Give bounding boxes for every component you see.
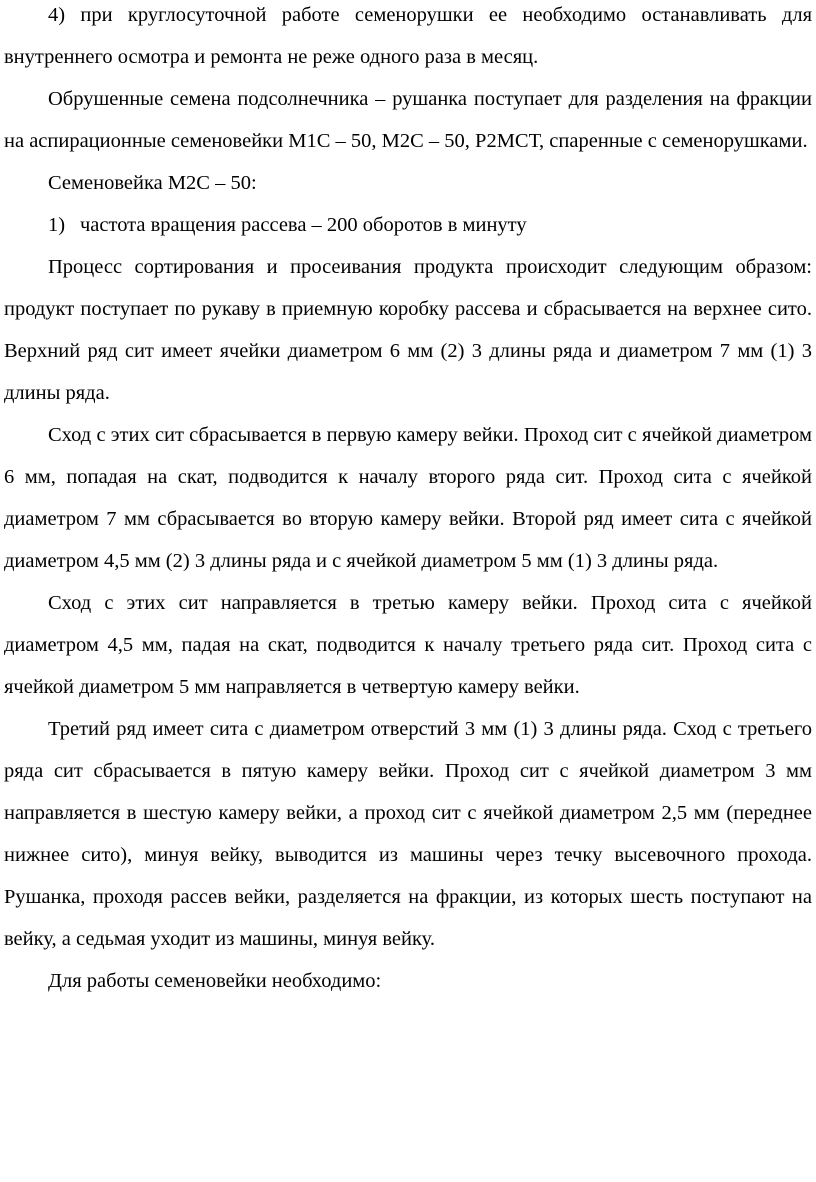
paragraph-sorting-process: Процесс сортирования и просеивания продукта происходит следующим образом: продукт поступает по рукаву в приемную коробку рассева и сбрасывается на верхнее сито. Верхний ряд сит имеет ячейки диаметром 6 мм (2) 3 длины ряда и диаметром 7 мм (1) 3 длины ряда. xyxy=(4,256,812,404)
paragraph-m2c-heading: Семеновейка М2С – 50: xyxy=(48,172,257,194)
paragraph-third-chamber: Сход с этих сит направляется в третью камеру вейки. Проход сита с ячейкой диаметром 4,5 мм, падая на скат, подводится к началу третьего ряда сит. Проход сита с ячейкой диаметром 5 мм направляется в четвертую камеру вейки. xyxy=(4,592,812,698)
paragraph-first-chamber: Сход с этих сит сбрасывается в первую камеру вейки. Проход сит с ячейкой диаметром 6 мм, попадая на скат, подводится к началу второго ряда сит. Проход сита с ячейкой диаметром 7 мм сбрасывается во вторую камеру вейки. Второй ряд имеет сита с ячейкой диаметром 4,5 мм (2) 3 длины ряда и с ячейкой диаметром 5 мм (1) 3 длины ряда. xyxy=(4,424,812,572)
list-item-text: частота вращения рассева – 200 оборотов в минуту xyxy=(80,214,527,236)
paragraph-third-row: Третий ряд имеет сита с диаметром отверстий 3 мм (1) 3 длины ряда. Сход с третьего ряда сит сбрасывается в пятую камеру вейки. Проход сит с ячейкой диаметром 3 мм направляется в шестую камеру вейки, а проход сит с ячейкой диаметром 2,5 мм (переднее нижнее сито), минуя вейку, выводится из машины через течку высевочного прохода. Рушанка, проходя рассев вейки, разделяется на фракции, из которых шесть поступают на вейку, а седьмая уходит из машины, минуя вейку. xyxy=(4,718,812,950)
paragraph-maintenance: 4) при круглосуточной работе семенорушки ее необходимо останавливать для внутреннего осмотра и ремонта не реже одного раза в месяц. xyxy=(4,4,812,68)
list-item-rotation xyxy=(4,204,812,246)
paragraph-requirements: Для работы семеновейки необходимо: xyxy=(48,970,382,992)
list-number: 1) xyxy=(48,214,66,236)
paragraph-rushanka: Обрушенные семена подсолнечника – рушанка поступает для разделения на фракции на аспирационные семеновейки М1С – 50, М2С – 50, Р2МСТ, спаренные с семенорушками. xyxy=(4,88,812,152)
